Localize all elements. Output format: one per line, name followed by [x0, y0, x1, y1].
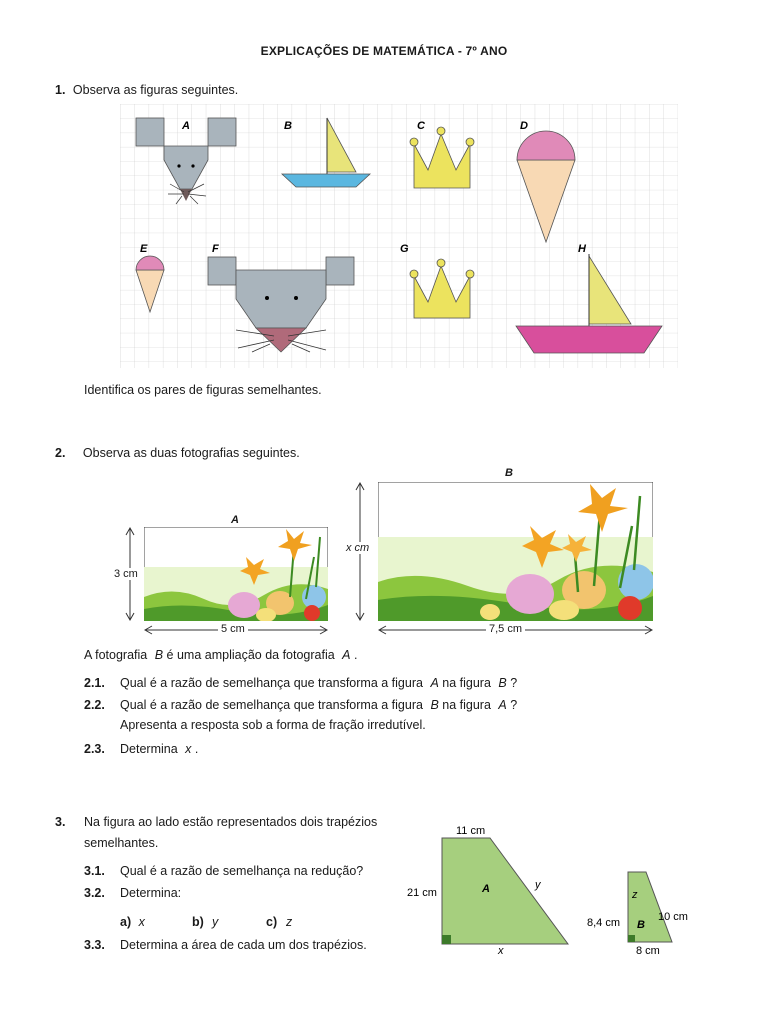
label-f: F	[212, 243, 219, 255]
q3-1-number: 3.1.	[84, 864, 105, 878]
q3-2-opt-a-var: x	[138, 915, 145, 929]
q3-line1: Na figura ao lado estão representados dois trapézios	[84, 815, 378, 829]
trap-a-label: A	[482, 883, 490, 895]
label-g: G	[400, 243, 409, 255]
q3-2-opt-b: b)	[192, 915, 204, 929]
q3-number: 3.	[55, 815, 66, 829]
q2-statement-var-a: A	[342, 648, 351, 662]
trap-b-top-z: z	[632, 889, 638, 901]
q3-1	[84, 864, 364, 878]
q3-heading	[55, 815, 65, 829]
trap-a-left: 21 cm	[407, 887, 437, 899]
trap-b-side: 10 cm	[658, 911, 688, 923]
q3-1-text: Qual é a razão de semelhança na redução?	[120, 864, 364, 878]
q2-2-mid: na figura	[438, 698, 495, 712]
figures-grid	[120, 104, 678, 368]
q2-2-end: ?	[506, 698, 518, 712]
q3-2-opt-b-var: y	[212, 915, 219, 929]
q2-text: Observa as duas fotografias seguintes.	[82, 446, 300, 460]
photo-b-label: B	[505, 467, 513, 479]
q2-3-number: 2.3.	[84, 742, 105, 756]
q2-statement-var-b: B	[154, 648, 164, 662]
trap-b-label: B	[637, 919, 645, 931]
q2-statement	[84, 648, 357, 662]
q2-2	[84, 698, 518, 712]
photo-b	[378, 482, 653, 621]
q1-heading	[55, 83, 238, 97]
q2-1-pre: Qual é a razão de semelhança que transforma a figura	[120, 676, 427, 690]
trapezoid-a-right-angle	[442, 935, 451, 944]
q2-1	[84, 676, 518, 690]
q2-statement-mid: é uma ampliação da fotografia	[163, 648, 339, 662]
trapezoids-figure	[400, 818, 700, 960]
photo-b-height	[346, 542, 369, 554]
q2-3-pre: Determina	[120, 742, 182, 756]
q2-heading	[55, 446, 300, 460]
q2-1-end: ?	[506, 676, 518, 690]
q3-2-opt-c-var: z	[286, 915, 293, 929]
q3-3	[84, 938, 367, 952]
q2-2-line2: Apresenta a resposta sob a forma de fração irredutível.	[120, 718, 426, 732]
q2-1-number: 2.1.	[84, 676, 105, 690]
q2-1-var2: B	[498, 676, 507, 690]
photo-a-label: A	[231, 514, 239, 526]
label-d: D	[520, 120, 528, 132]
trap-a-bottom-x: x	[498, 945, 504, 957]
q2-3-var: x	[185, 742, 192, 756]
q3-3-number: 3.3.	[84, 938, 105, 952]
label-b: B	[284, 120, 292, 132]
q2-2-var2: A	[498, 698, 507, 712]
q2-number: 2.	[55, 446, 66, 460]
q3-2-options	[120, 915, 380, 929]
trap-a-side-y: y	[535, 879, 541, 891]
q2-2-var1: B	[430, 698, 439, 712]
q2-2-number: 2.2.	[84, 698, 105, 712]
label-a: A	[182, 120, 190, 132]
photo-b-height-text: x cm	[346, 542, 370, 554]
page-title: EXPLICAÇÕES DE MATEMÁTICA - 7º ANO	[260, 44, 508, 58]
q1-instruction: Identifica os pares de figuras semelhantes.	[84, 383, 322, 397]
q3-2-number: 3.2.	[84, 886, 105, 900]
q2-3-end: .	[191, 742, 199, 756]
q2-statement-end: .	[350, 648, 358, 662]
q3-2-text: Determina:	[120, 886, 182, 900]
q2-statement-pre: A fotografia	[84, 648, 151, 662]
q3-2-opt-c: c)	[266, 915, 278, 929]
q1-text: Observa as figuras seguintes.	[72, 83, 239, 97]
q2-1-mid: na figura	[438, 676, 495, 690]
photo-a	[144, 527, 328, 621]
label-e: E	[140, 243, 148, 255]
q3-2	[84, 886, 182, 900]
q1-number: 1.	[55, 83, 66, 97]
q2-2-pre: Qual é a razão de semelhança que transforma a figura	[120, 698, 427, 712]
q3-line2: semelhantes.	[84, 836, 159, 850]
trapezoid-a	[442, 838, 568, 944]
trapezoid-b-right-angle	[628, 935, 635, 942]
trapezoid-b	[628, 872, 672, 942]
q2-3	[84, 742, 199, 756]
q3-2-opt-a: a)	[120, 915, 132, 929]
q2-1-var1: A	[430, 676, 439, 690]
photo-a-height: 3 cm	[114, 568, 138, 580]
photo-a-width: 5 cm	[218, 623, 248, 635]
label-c: C	[417, 120, 425, 132]
photo-b-width: 7,5 cm	[486, 623, 525, 635]
trap-b-bottom: 8 cm	[636, 945, 660, 957]
trap-b-left: 8,4 cm	[587, 917, 621, 929]
q3-3-text: Determina a área de cada um dos trapézios.	[120, 938, 367, 952]
label-h: H	[578, 243, 586, 255]
trap-a-top: 11 cm	[456, 825, 486, 837]
